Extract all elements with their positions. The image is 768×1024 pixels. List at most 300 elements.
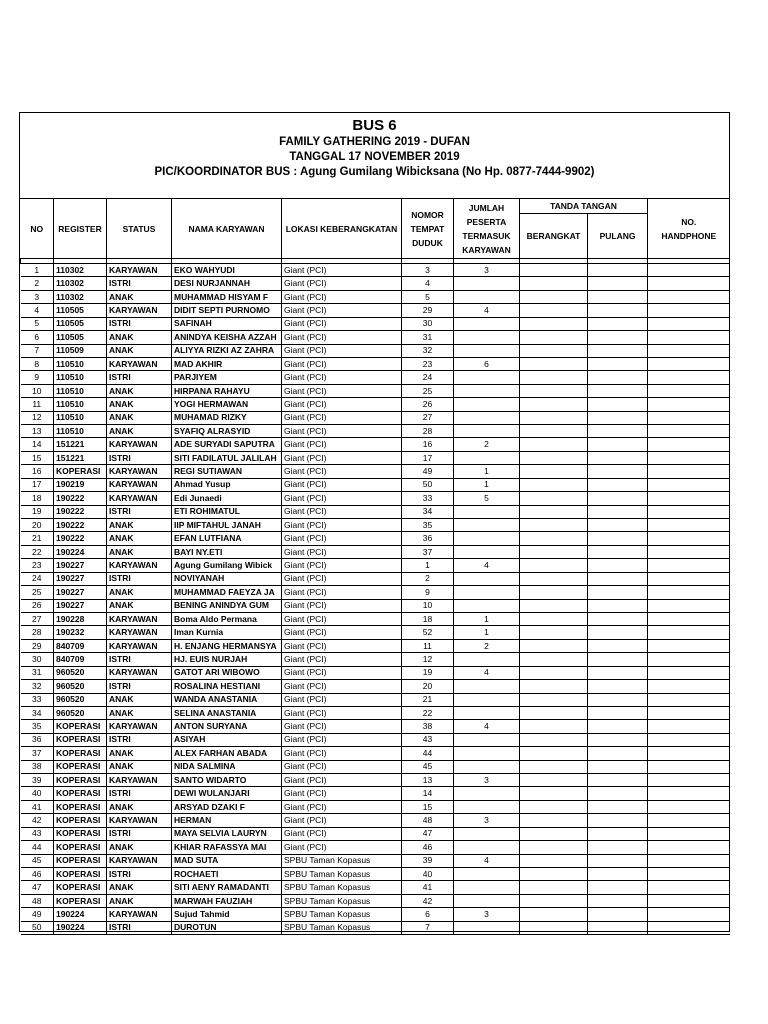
row-register: 110302 bbox=[54, 264, 107, 277]
row-jumlah bbox=[454, 894, 520, 907]
row-seat: 12 bbox=[402, 653, 454, 666]
row-status: KARYAWAN bbox=[107, 612, 172, 625]
row-no: 2 bbox=[21, 277, 54, 290]
row-pulang bbox=[588, 706, 648, 719]
row-pulang bbox=[588, 867, 648, 880]
row-handphone bbox=[648, 451, 730, 464]
row-berangkat bbox=[520, 827, 588, 840]
row-pulang bbox=[588, 505, 648, 518]
row-pulang bbox=[588, 800, 648, 813]
row-status: KARYAWAN bbox=[107, 854, 172, 867]
row-pulang bbox=[588, 384, 648, 397]
row-no: 5 bbox=[21, 317, 54, 330]
row-lokasi: Giant (PCI) bbox=[282, 451, 402, 464]
row-no: 1 bbox=[21, 264, 54, 277]
row-status: KARYAWAN bbox=[107, 908, 172, 921]
row-handphone bbox=[648, 304, 730, 317]
row-register: KOPERASI bbox=[54, 787, 107, 800]
row-lokasi: Giant (PCI) bbox=[282, 559, 402, 572]
row-jumlah bbox=[454, 921, 520, 934]
table-body bbox=[21, 259, 730, 935]
row-berangkat bbox=[520, 492, 588, 505]
row-berangkat bbox=[520, 559, 588, 572]
row-pulang bbox=[588, 586, 648, 599]
passenger-table bbox=[20, 199, 730, 935]
table-row bbox=[21, 384, 730, 397]
row-berangkat bbox=[520, 331, 588, 344]
row-lokasi: Giant (PCI) bbox=[282, 425, 402, 438]
row-nama: BAYI NY.ETI bbox=[172, 545, 282, 558]
row-status: KARYAWAN bbox=[107, 774, 172, 787]
row-register: 190227 bbox=[54, 599, 107, 612]
row-berangkat bbox=[520, 371, 588, 384]
col-jumlah bbox=[454, 199, 520, 259]
row-nama: MAYA SELVIA LAURYN bbox=[172, 827, 282, 840]
row-jumlah bbox=[454, 398, 520, 411]
row-register: KOPERASI bbox=[54, 814, 107, 827]
row-register: 190224 bbox=[54, 545, 107, 558]
row-pulang bbox=[588, 760, 648, 773]
row-no: 33 bbox=[21, 693, 54, 706]
row-lokasi: Giant (PCI) bbox=[282, 304, 402, 317]
row-status: ANAK bbox=[107, 331, 172, 344]
row-register: KOPERASI bbox=[54, 854, 107, 867]
row-no: 28 bbox=[21, 626, 54, 639]
row-seat: 39 bbox=[402, 854, 454, 867]
col-nomor-l2: TEMPAT bbox=[410, 223, 445, 234]
row-handphone bbox=[648, 639, 730, 652]
row-nama: EKO WAHYUDI bbox=[172, 264, 282, 277]
row-nama: YOGI HERMAWAN bbox=[172, 398, 282, 411]
row-seat: 37 bbox=[402, 545, 454, 558]
row-nama: HERMAN bbox=[172, 814, 282, 827]
row-nama: Sujud Tahmid bbox=[172, 908, 282, 921]
row-register: 110510 bbox=[54, 398, 107, 411]
row-register: 960520 bbox=[54, 693, 107, 706]
row-handphone bbox=[648, 814, 730, 827]
row-seat: 25 bbox=[402, 384, 454, 397]
row-register: KOPERASI bbox=[54, 760, 107, 773]
table-row bbox=[21, 371, 730, 384]
row-seat: 41 bbox=[402, 881, 454, 894]
row-no: 42 bbox=[21, 814, 54, 827]
row-lokasi: SPBU Taman Kopasus bbox=[282, 894, 402, 907]
row-status: KARYAWAN bbox=[107, 478, 172, 491]
row-pulang bbox=[588, 290, 648, 303]
table-row bbox=[21, 827, 730, 840]
row-status: ISTRI bbox=[107, 827, 172, 840]
event-name: FAMILY GATHERING 2019 - DUFAN bbox=[279, 136, 470, 148]
row-no: 14 bbox=[21, 438, 54, 451]
table-row bbox=[21, 841, 730, 854]
row-berangkat bbox=[520, 639, 588, 652]
row-handphone bbox=[648, 921, 730, 934]
row-no: 11 bbox=[21, 398, 54, 411]
row-jumlah: 3 bbox=[454, 264, 520, 277]
row-berangkat bbox=[520, 519, 588, 532]
row-jumlah bbox=[454, 317, 520, 330]
row-status: KARYAWAN bbox=[107, 438, 172, 451]
row-jumlah: 4 bbox=[454, 304, 520, 317]
row-no: 22 bbox=[21, 545, 54, 558]
row-register: KOPERASI bbox=[54, 881, 107, 894]
row-berangkat bbox=[520, 774, 588, 787]
row-no: 45 bbox=[21, 854, 54, 867]
row-lokasi: Giant (PCI) bbox=[282, 572, 402, 585]
row-pulang bbox=[588, 317, 648, 330]
table-row bbox=[21, 478, 730, 491]
row-seat: 14 bbox=[402, 787, 454, 800]
row-berangkat bbox=[520, 626, 588, 639]
row-register: KOPERASI bbox=[54, 841, 107, 854]
row-seat: 4 bbox=[402, 277, 454, 290]
row-status: KARYAWAN bbox=[107, 264, 172, 277]
row-status: ANAK bbox=[107, 411, 172, 424]
row-berangkat bbox=[520, 357, 588, 370]
row-lokasi: Giant (PCI) bbox=[282, 693, 402, 706]
row-no: 4 bbox=[21, 304, 54, 317]
row-nama: MUHAMMAD HISYAM F bbox=[172, 290, 282, 303]
row-nama: DEWI WULANJARI bbox=[172, 787, 282, 800]
row-register: 190222 bbox=[54, 492, 107, 505]
row-berangkat bbox=[520, 344, 588, 357]
row-berangkat bbox=[520, 814, 588, 827]
row-jumlah: 3 bbox=[454, 814, 520, 827]
row-jumlah bbox=[454, 545, 520, 558]
row-pulang bbox=[588, 277, 648, 290]
row-seat: 32 bbox=[402, 344, 454, 357]
row-no: 3 bbox=[21, 290, 54, 303]
row-pulang bbox=[588, 451, 648, 464]
row-lokasi: Giant (PCI) bbox=[282, 545, 402, 558]
row-berangkat bbox=[520, 612, 588, 625]
row-handphone bbox=[648, 599, 730, 612]
row-nama: Edi Junaedi bbox=[172, 492, 282, 505]
row-handphone bbox=[648, 653, 730, 666]
row-no: 32 bbox=[21, 680, 54, 693]
row-seat: 28 bbox=[402, 425, 454, 438]
row-no: 15 bbox=[21, 451, 54, 464]
row-seat: 30 bbox=[402, 317, 454, 330]
row-lokasi: Giant (PCI) bbox=[282, 841, 402, 854]
row-seat: 11 bbox=[402, 639, 454, 652]
row-seat: 21 bbox=[402, 693, 454, 706]
row-status: ANAK bbox=[107, 894, 172, 907]
row-register: 190224 bbox=[54, 908, 107, 921]
row-handphone bbox=[648, 519, 730, 532]
row-handphone bbox=[648, 357, 730, 370]
row-no: 16 bbox=[21, 465, 54, 478]
row-no: 19 bbox=[21, 505, 54, 518]
table-row bbox=[21, 626, 730, 639]
table-row bbox=[21, 451, 730, 464]
row-pulang bbox=[588, 465, 648, 478]
row-handphone bbox=[648, 290, 730, 303]
row-pulang bbox=[588, 572, 648, 585]
row-no: 48 bbox=[21, 894, 54, 907]
row-lokasi: Giant (PCI) bbox=[282, 639, 402, 652]
row-lokasi: Giant (PCI) bbox=[282, 492, 402, 505]
row-seat: 34 bbox=[402, 505, 454, 518]
table-row bbox=[21, 733, 730, 746]
row-handphone bbox=[648, 559, 730, 572]
row-handphone bbox=[648, 586, 730, 599]
row-berangkat bbox=[520, 921, 588, 934]
row-handphone bbox=[648, 666, 730, 679]
row-status: ANAK bbox=[107, 800, 172, 813]
row-lokasi: SPBU Taman Kopasus bbox=[282, 854, 402, 867]
row-pulang bbox=[588, 612, 648, 625]
row-seat: 31 bbox=[402, 331, 454, 344]
row-berangkat bbox=[520, 666, 588, 679]
row-seat: 6 bbox=[402, 908, 454, 921]
row-nama: MAD AKHIR bbox=[172, 357, 282, 370]
row-jumlah: 1 bbox=[454, 465, 520, 478]
row-status: KARYAWAN bbox=[107, 639, 172, 652]
row-nama: PARJIYEM bbox=[172, 371, 282, 384]
row-berangkat bbox=[520, 693, 588, 706]
row-status: KARYAWAN bbox=[107, 626, 172, 639]
row-berangkat bbox=[520, 398, 588, 411]
row-jumlah bbox=[454, 599, 520, 612]
row-no: 44 bbox=[21, 841, 54, 854]
row-seat: 27 bbox=[402, 411, 454, 424]
row-seat: 29 bbox=[402, 304, 454, 317]
row-nama: WANDA ANASTANIA bbox=[172, 693, 282, 706]
row-no: 23 bbox=[21, 559, 54, 572]
row-seat: 22 bbox=[402, 706, 454, 719]
row-jumlah bbox=[454, 680, 520, 693]
sheet-header bbox=[20, 113, 729, 199]
bus-manifest-sheet bbox=[19, 112, 730, 932]
row-nama: DUROTUN bbox=[172, 921, 282, 934]
row-seat: 9 bbox=[402, 586, 454, 599]
row-berangkat bbox=[520, 545, 588, 558]
row-pulang bbox=[588, 854, 648, 867]
row-seat: 48 bbox=[402, 814, 454, 827]
row-pulang bbox=[588, 478, 648, 491]
row-seat: 18 bbox=[402, 612, 454, 625]
row-pulang bbox=[588, 680, 648, 693]
col-register: REGISTER bbox=[54, 199, 107, 259]
row-handphone bbox=[648, 733, 730, 746]
row-seat: 50 bbox=[402, 478, 454, 491]
table-row bbox=[21, 747, 730, 760]
row-berangkat bbox=[520, 465, 588, 478]
col-no: NO bbox=[21, 199, 54, 259]
table-row bbox=[21, 331, 730, 344]
row-jumlah: 4 bbox=[454, 559, 520, 572]
row-handphone bbox=[648, 425, 730, 438]
table-row bbox=[21, 680, 730, 693]
row-pulang bbox=[588, 344, 648, 357]
row-lokasi: Giant (PCI) bbox=[282, 612, 402, 625]
row-jumlah: 2 bbox=[454, 639, 520, 652]
row-lokasi: Giant (PCI) bbox=[282, 747, 402, 760]
row-nama: DESI NURJANNAH bbox=[172, 277, 282, 290]
row-pulang bbox=[588, 626, 648, 639]
row-lokasi: Giant (PCI) bbox=[282, 680, 402, 693]
col-jumlah-l1: JUMLAH bbox=[468, 202, 505, 213]
sheet-title: BUS 6 bbox=[352, 117, 397, 134]
row-register: 190227 bbox=[54, 586, 107, 599]
row-register: 110302 bbox=[54, 277, 107, 290]
table-row bbox=[21, 438, 730, 451]
row-pulang bbox=[588, 774, 648, 787]
row-nama: HJ. EUIS NURJAH bbox=[172, 653, 282, 666]
row-berangkat bbox=[520, 720, 588, 733]
row-nama: SITI FADILATUL JALILAH bbox=[172, 451, 282, 464]
row-status: ISTRI bbox=[107, 317, 172, 330]
row-handphone bbox=[648, 478, 730, 491]
row-jumlah bbox=[454, 411, 520, 424]
row-pulang bbox=[588, 921, 648, 934]
row-lokasi: SPBU Taman Kopasus bbox=[282, 908, 402, 921]
row-seat: 13 bbox=[402, 774, 454, 787]
row-seat: 46 bbox=[402, 841, 454, 854]
row-no: 17 bbox=[21, 478, 54, 491]
row-jumlah: 6 bbox=[454, 357, 520, 370]
row-nama: ALEX FARHAN ABADA bbox=[172, 747, 282, 760]
row-status: KARYAWAN bbox=[107, 666, 172, 679]
row-jumlah: 4 bbox=[454, 854, 520, 867]
row-pulang bbox=[588, 787, 648, 800]
row-status: ANAK bbox=[107, 760, 172, 773]
row-seat: 5 bbox=[402, 290, 454, 303]
row-status: ANAK bbox=[107, 398, 172, 411]
row-jumlah bbox=[454, 841, 520, 854]
row-pulang bbox=[588, 545, 648, 558]
row-lokasi: Giant (PCI) bbox=[282, 357, 402, 370]
row-handphone bbox=[648, 827, 730, 840]
row-status: ISTRI bbox=[107, 921, 172, 934]
row-pulang bbox=[588, 599, 648, 612]
row-no: 47 bbox=[21, 881, 54, 894]
row-status: ANAK bbox=[107, 841, 172, 854]
row-jumlah bbox=[454, 451, 520, 464]
row-status: ISTRI bbox=[107, 680, 172, 693]
table-row bbox=[21, 344, 730, 357]
table-row bbox=[21, 693, 730, 706]
row-lokasi: Giant (PCI) bbox=[282, 599, 402, 612]
table-row bbox=[21, 519, 730, 532]
table-row bbox=[21, 425, 730, 438]
row-no: 49 bbox=[21, 908, 54, 921]
row-status: ANAK bbox=[107, 706, 172, 719]
row-jumlah bbox=[454, 371, 520, 384]
row-lokasi: Giant (PCI) bbox=[282, 478, 402, 491]
row-lokasi: SPBU Taman Kopasus bbox=[282, 921, 402, 934]
row-pulang bbox=[588, 894, 648, 907]
row-register: 840709 bbox=[54, 639, 107, 652]
col-nomor-l1: NOMOR bbox=[411, 209, 444, 220]
table-row bbox=[21, 894, 730, 907]
row-no: 25 bbox=[21, 586, 54, 599]
row-berangkat bbox=[520, 653, 588, 666]
row-no: 35 bbox=[21, 720, 54, 733]
row-lokasi: Giant (PCI) bbox=[282, 626, 402, 639]
row-nama: SANTO WIDARTO bbox=[172, 774, 282, 787]
row-nama: SYAFIQ ALRASYID bbox=[172, 425, 282, 438]
row-berangkat bbox=[520, 908, 588, 921]
table-row bbox=[21, 465, 730, 478]
row-seat: 7 bbox=[402, 921, 454, 934]
row-handphone bbox=[648, 894, 730, 907]
row-register: 960520 bbox=[54, 706, 107, 719]
row-berangkat bbox=[520, 277, 588, 290]
row-berangkat bbox=[520, 800, 588, 813]
row-register: 190227 bbox=[54, 572, 107, 585]
row-seat: 23 bbox=[402, 357, 454, 370]
row-berangkat bbox=[520, 747, 588, 760]
row-lokasi: Giant (PCI) bbox=[282, 706, 402, 719]
row-lokasi: Giant (PCI) bbox=[282, 733, 402, 746]
row-jumlah bbox=[454, 505, 520, 518]
table-header bbox=[21, 199, 730, 259]
row-jumlah: 1 bbox=[454, 612, 520, 625]
row-lokasi: Giant (PCI) bbox=[282, 774, 402, 787]
row-status: ANAK bbox=[107, 693, 172, 706]
row-no: 7 bbox=[21, 344, 54, 357]
row-pulang bbox=[588, 331, 648, 344]
row-seat: 52 bbox=[402, 626, 454, 639]
row-status: KARYAWAN bbox=[107, 492, 172, 505]
row-nama: Ahmad Yusup bbox=[172, 478, 282, 491]
row-handphone bbox=[648, 331, 730, 344]
row-berangkat bbox=[520, 304, 588, 317]
table-row bbox=[21, 572, 730, 585]
table-row bbox=[21, 639, 730, 652]
row-status: ISTRI bbox=[107, 787, 172, 800]
row-register: KOPERASI bbox=[54, 867, 107, 880]
row-lokasi: Giant (PCI) bbox=[282, 666, 402, 679]
row-handphone bbox=[648, 438, 730, 451]
row-no: 41 bbox=[21, 800, 54, 813]
row-handphone bbox=[648, 774, 730, 787]
table-row bbox=[21, 411, 730, 424]
row-handphone bbox=[648, 680, 730, 693]
row-no: 37 bbox=[21, 747, 54, 760]
row-seat: 26 bbox=[402, 398, 454, 411]
row-berangkat bbox=[520, 867, 588, 880]
table-row bbox=[21, 586, 730, 599]
table-row bbox=[21, 357, 730, 370]
row-handphone bbox=[648, 867, 730, 880]
row-nama: NIDA SALMINA bbox=[172, 760, 282, 773]
col-status: STATUS bbox=[107, 199, 172, 259]
row-status: KARYAWAN bbox=[107, 465, 172, 478]
row-register: KOPERASI bbox=[54, 747, 107, 760]
row-seat: 20 bbox=[402, 680, 454, 693]
table-row bbox=[21, 304, 730, 317]
row-lokasi: Giant (PCI) bbox=[282, 344, 402, 357]
row-status: ANAK bbox=[107, 881, 172, 894]
row-nama: ROSALINA HESTIANI bbox=[172, 680, 282, 693]
row-register: KOPERASI bbox=[54, 800, 107, 813]
row-lokasi: Giant (PCI) bbox=[282, 800, 402, 813]
row-register: 110505 bbox=[54, 304, 107, 317]
row-status: KARYAWAN bbox=[107, 814, 172, 827]
row-jumlah bbox=[454, 747, 520, 760]
row-seat: 24 bbox=[402, 371, 454, 384]
row-status: ISTRI bbox=[107, 371, 172, 384]
row-handphone bbox=[648, 344, 730, 357]
row-status: ANAK bbox=[107, 344, 172, 357]
row-nama: EFAN LUTFIANA bbox=[172, 532, 282, 545]
row-jumlah: 1 bbox=[454, 478, 520, 491]
row-no: 38 bbox=[21, 760, 54, 773]
row-berangkat bbox=[520, 264, 588, 277]
